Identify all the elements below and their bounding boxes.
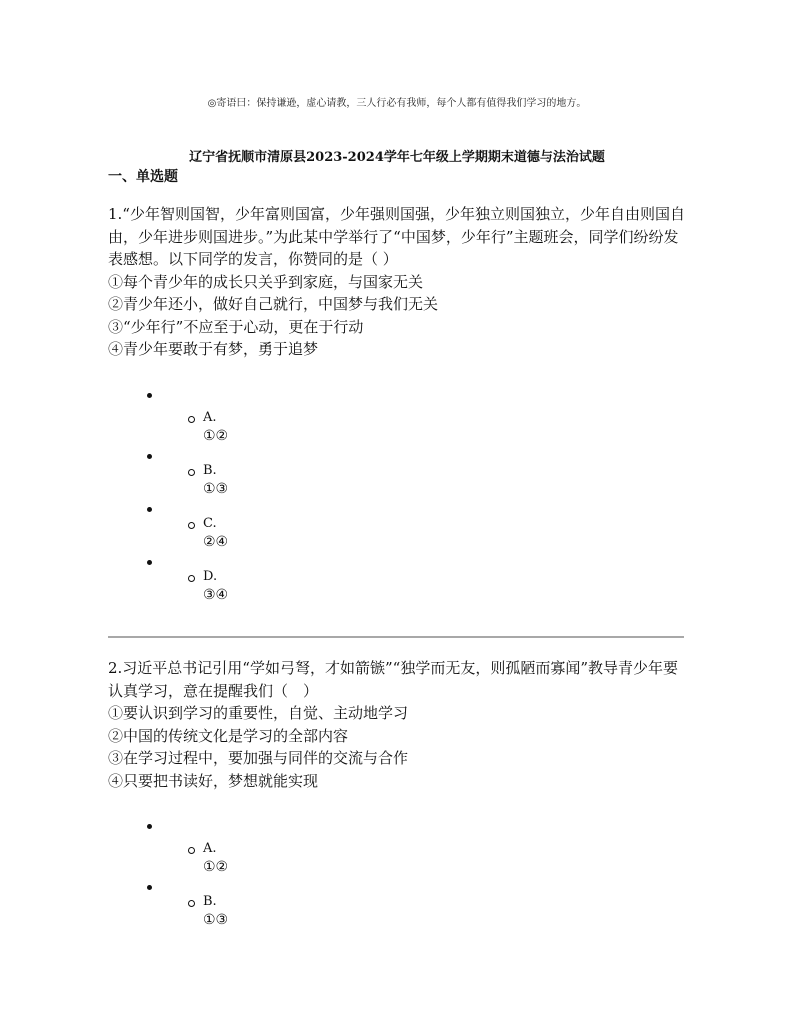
- question-stem: 1.“少年智则国智，少年富则国富，少年强则国强，少年独立则国独立，少年自由则国自由，少年进步则国进步。”为此某中学举行了“中国梦，少年行”主题班会，同学们纷纷发表感想。以下同学的发言，你赞同的是（ ）: [108, 205, 685, 268]
- choice-a[interactable]: [108, 841, 688, 877]
- choice-letter: A.: [203, 409, 217, 425]
- page-header-motto: ◎寄语曰：保持谦逊，虚心请教，三人行必有我师，每个人都有值得我们学习的地方。: [207, 98, 587, 109]
- choice-answer: ①②: [203, 427, 229, 444]
- circle-bullet-icon: [188, 575, 195, 582]
- bullet-dot-icon: [147, 560, 152, 565]
- choice-letter: C.: [203, 515, 217, 531]
- choice-answer: ①③: [203, 912, 229, 928]
- circle-bullet-icon: [188, 900, 195, 907]
- choice-answer: ①③: [203, 480, 229, 497]
- choice-answer: ③④: [203, 586, 229, 603]
- statement-3: ③在学习过程中，要加强与同伴的交流与合作: [108, 749, 409, 767]
- choice-b[interactable]: [108, 894, 688, 930]
- choice-d[interactable]: [108, 569, 688, 605]
- statement-2: ②青少年还小，做好自己就行，中国梦与我们无关: [108, 295, 439, 313]
- question-2: [108, 657, 688, 930]
- statement-4: ④青少年要敢于有梦，勇于追梦: [108, 340, 319, 358]
- circle-bullet-icon: [188, 469, 195, 476]
- answer-choices: [108, 816, 688, 930]
- statement-4: ④只要把书读好，梦想就能实现: [108, 771, 319, 790]
- circle-bullet-icon: [188, 847, 195, 854]
- choice-answer: ②④: [203, 533, 229, 550]
- choice-bullet: [108, 385, 688, 405]
- choice-bullet: [108, 816, 688, 836]
- bullet-dot-icon: [147, 454, 152, 459]
- choice-b[interactable]: [108, 463, 688, 499]
- answer-choices: [108, 385, 688, 605]
- statement-2: ②中国的传统文化是学习的全部内容: [108, 726, 349, 745]
- question-stem: 2.习近平总书记引用“学如弓弩，才如箭镞”“独学而无友，则孤陋而寡闻”教导青少年要认真学习，意在提醒我们（ ）: [108, 659, 678, 700]
- choice-letter: B.: [203, 894, 217, 909]
- choice-letter: B.: [203, 462, 217, 478]
- question-1: [108, 203, 688, 605]
- choice-a[interactable]: [108, 410, 688, 446]
- bullet-dot-icon: [147, 393, 152, 398]
- bullet-dot-icon: [147, 824, 152, 829]
- choice-letter: D.: [203, 568, 218, 584]
- exam-title: 辽宁省抚顺市清原县2023-2024学年七年级上学期期末道德与法治试题: [189, 150, 605, 165]
- statement-1: ①要认识到学习的重要性，自觉、主动地学习: [108, 704, 409, 722]
- bullet-dot-icon: [147, 885, 152, 890]
- choice-c[interactable]: [108, 516, 688, 552]
- section-heading: 一、单选题: [108, 169, 178, 185]
- bullet-dot-icon: [147, 507, 152, 512]
- choice-letter: A.: [203, 841, 217, 856]
- circle-bullet-icon: [188, 416, 195, 423]
- question-divider: [108, 636, 684, 638]
- statement-1: ①每个青少年的成长只关乎到家庭，与国家无关: [108, 272, 424, 291]
- circle-bullet-icon: [188, 522, 195, 529]
- statement-3: ③“少年行”不应至于心动，更在于行动: [108, 317, 364, 336]
- choice-answer: ①②: [203, 859, 229, 875]
